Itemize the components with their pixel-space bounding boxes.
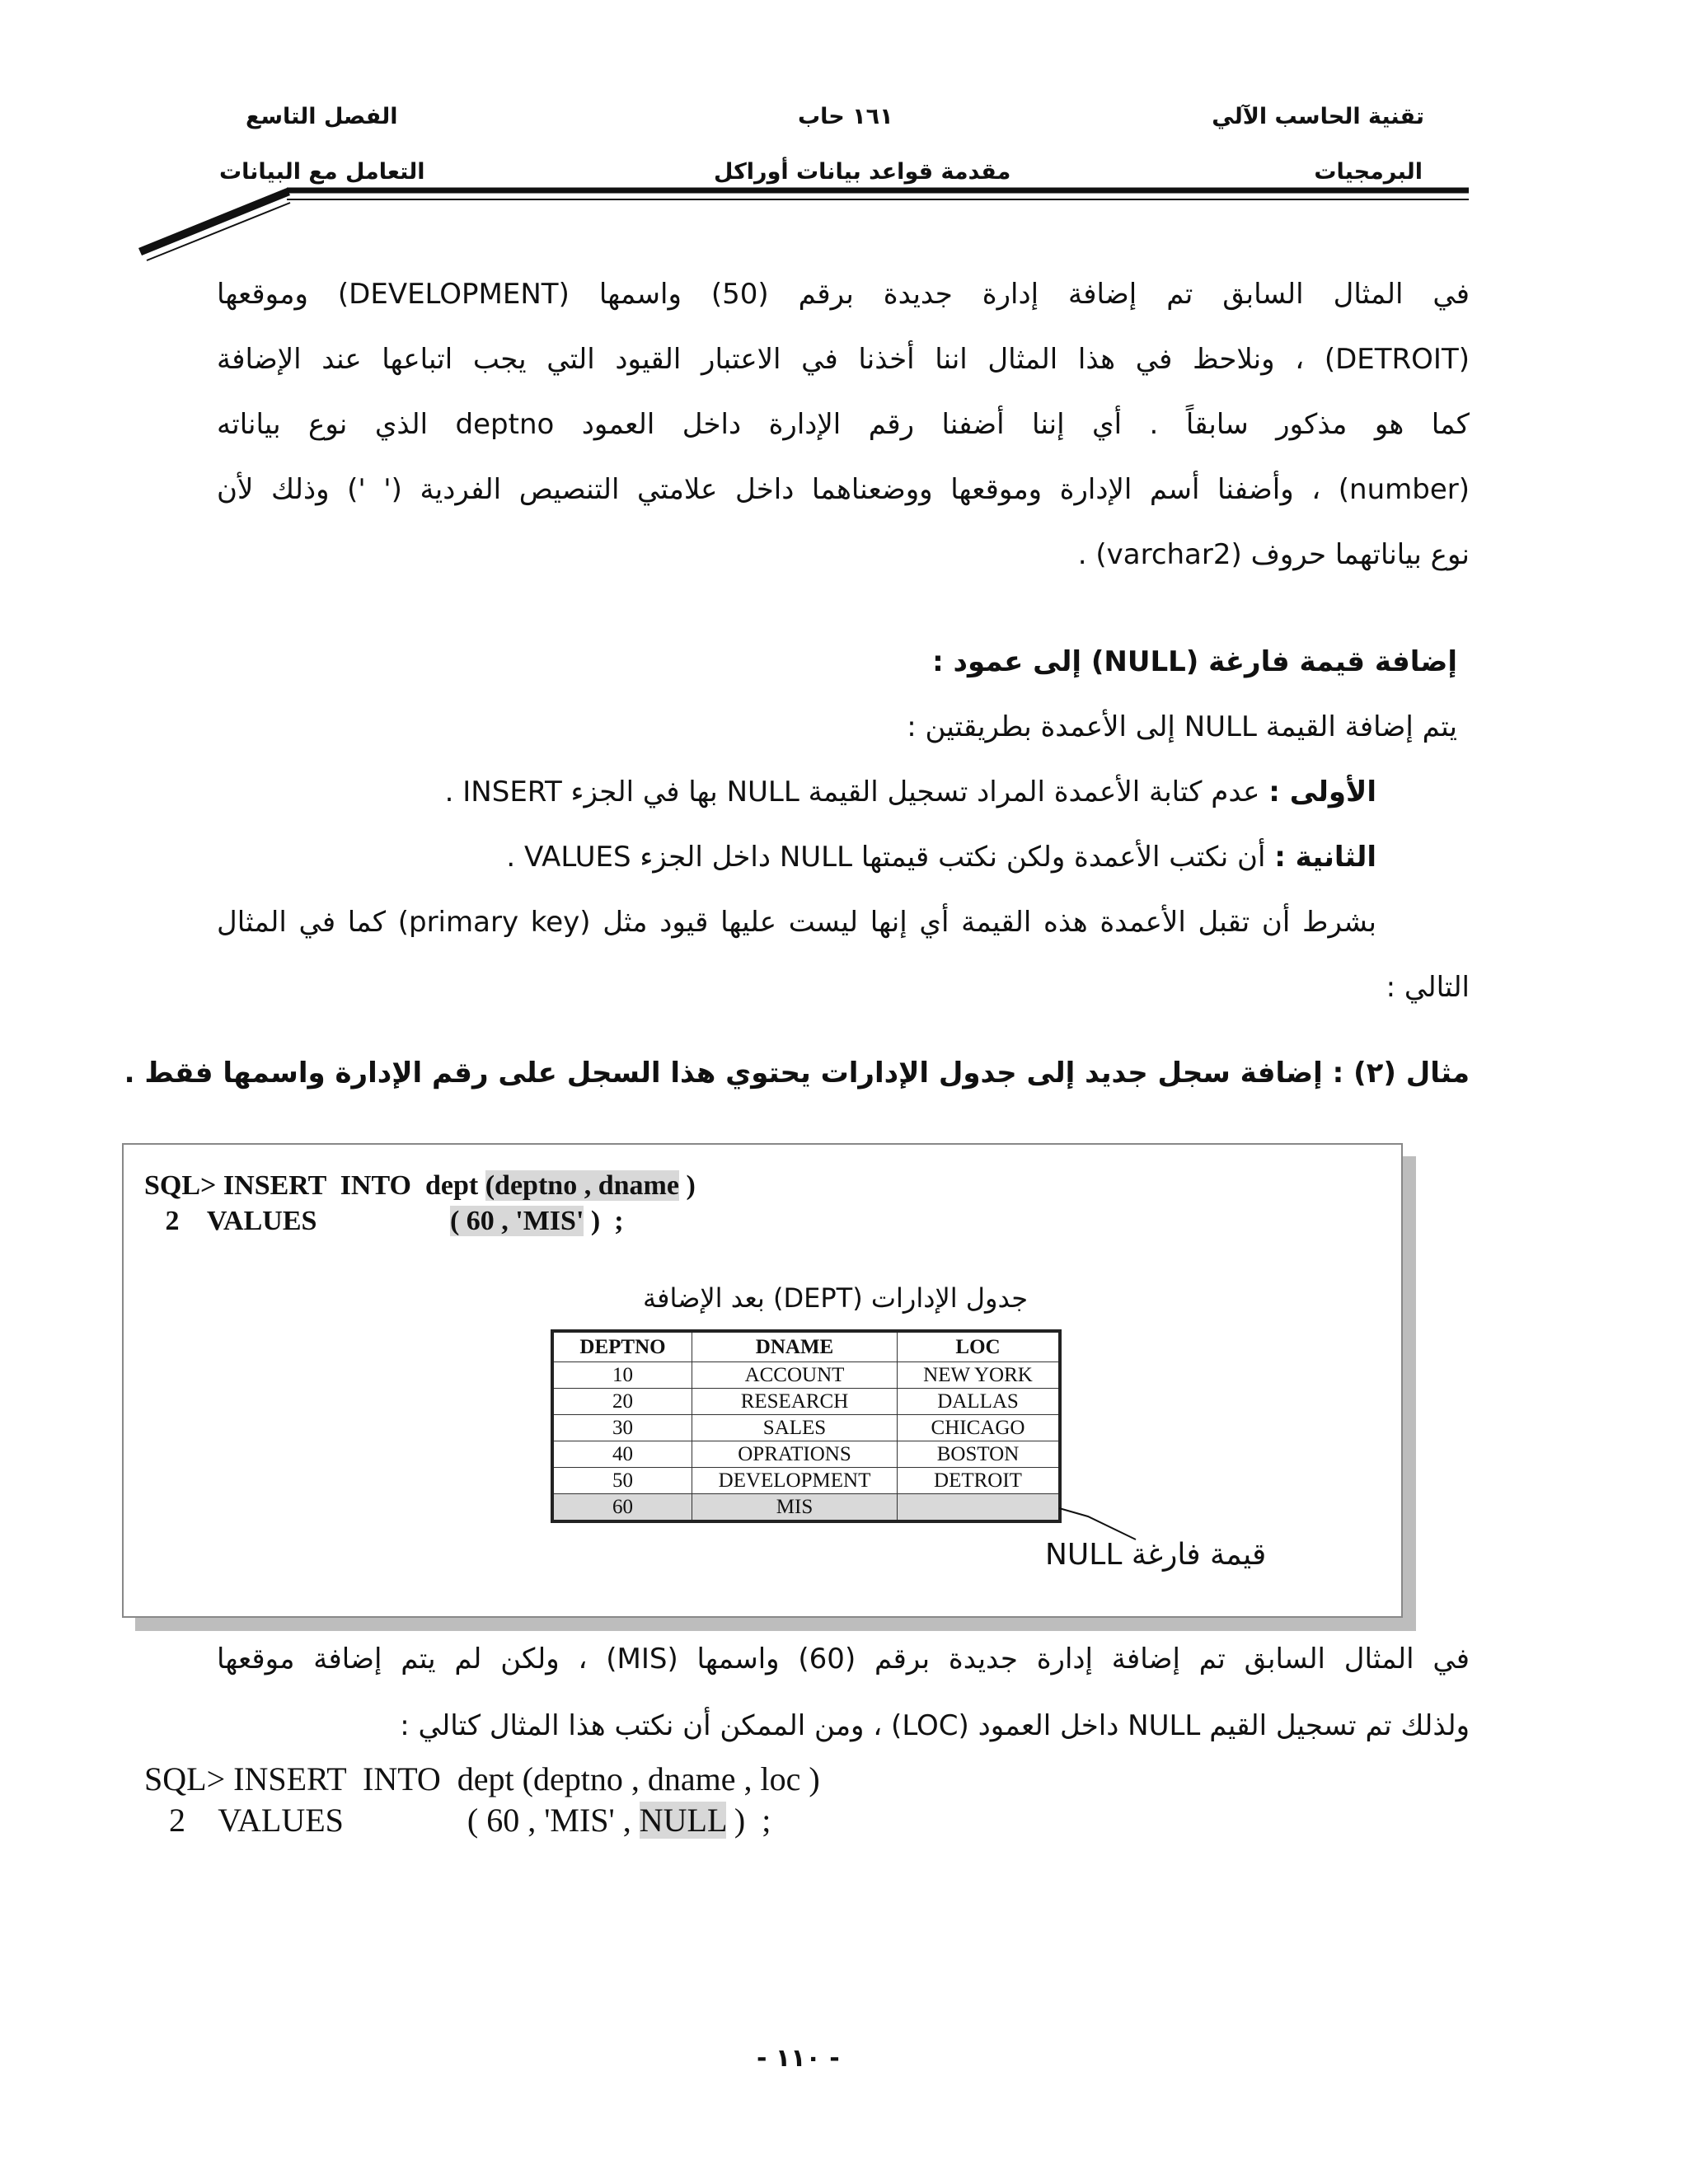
section-heading: إضافة قيمة فارغة (NULL) إلى عمود : (932, 645, 1457, 678)
method-first-label: الأولى : (1268, 776, 1376, 808)
header-course-code: ١٦١ حاب (798, 104, 893, 129)
header-chapter: الفصل التاسع (246, 104, 398, 129)
cell-deptno: 30 (552, 1415, 692, 1441)
cell-dname: OPRATIONS (692, 1441, 898, 1468)
cell-deptno: 40 (552, 1441, 692, 1468)
code-line-2-prefix: 2 VALUES ( 60 , 'MIS' , (144, 1802, 640, 1839)
code-line-1: SQL> INSERT INTO dept (deptno , dname , loc ) (144, 1760, 820, 1797)
cell-deptno: 10 (552, 1362, 692, 1389)
method-second-text: أن نكتب الأعمدة ولكن نكتب قيمتها NULL داخل الجزء VALUES . (506, 841, 1266, 874)
example-label: مثال (٢) : (1332, 1057, 1470, 1090)
cell-dname: ACCOUNT (692, 1362, 898, 1389)
col-header-dname: DNAME (692, 1331, 898, 1362)
intro-line-5: نوع بياناتهما حروف (varchar2) . (1077, 538, 1470, 571)
header-chapter-title: التعامل مع البيانات (219, 159, 425, 185)
cell-loc: BOSTON (898, 1441, 1061, 1468)
cell-loc: DETROIT (898, 1468, 1061, 1494)
cell-loc: DALLAS (898, 1389, 1061, 1415)
intro-line-1: في المثال السابق تم إضافة إدارة جديدة برقم (50) واسمها (DEVELOPMENT) وموقعها (217, 278, 1470, 311)
code-null-value: NULL (639, 1802, 726, 1839)
sql-line-2-suffix: ) ; (584, 1206, 624, 1236)
cell-deptno: 60 (552, 1494, 692, 1522)
header-course-title: مقدمة قواعد بيانات أوراكل (714, 159, 1011, 185)
table-caption: جدول الإدارات (DEPT) بعد الإضافة (643, 1282, 1029, 1314)
sql-line-1-columns: (deptno , dname (485, 1170, 679, 1201)
condition-line-2: التالي : (1386, 971, 1470, 1004)
col-header-loc: LOC (898, 1331, 1061, 1362)
cell-dname: RESEARCH (692, 1389, 898, 1415)
sql-line-1-suffix: ) (678, 1170, 696, 1201)
code-line-2 (144, 1801, 771, 1840)
cell-dname: MIS (692, 1494, 898, 1522)
cell-deptno: 50 (552, 1468, 692, 1494)
cell-loc: CHICAGO (898, 1415, 1061, 1441)
intro-line-2: (DETROIT) ، ونلاحظ في هذا المثال اننا أخذنا في الاعتبار القيود التي يجب اتباعها عند الإضافة (217, 343, 1470, 376)
col-header-deptno: DEPTNO (552, 1331, 692, 1362)
cell-loc: NEW YORK (898, 1362, 1061, 1389)
sql-line-2-values: ( 60 , 'MIS' (449, 1206, 584, 1236)
header-department: البرمجيات (1314, 159, 1423, 185)
method-first-text: عدم كتابة الأعمدة المراد تسجيل القيمة NULL بها في الجزء INSERT . (444, 776, 1260, 808)
cell-dname: SALES (692, 1415, 898, 1441)
method-second-label: الثانية : (1274, 841, 1376, 874)
cell-dname: DEVELOPMENT (692, 1468, 898, 1494)
sql-line-2-prefix: 2 VALUES (144, 1206, 450, 1236)
section-intro: يتم إضافة القيمة NULL إلى الأعمدة بطريقتين : (907, 710, 1457, 743)
intro-line-4: (number) ، وأضفنا أسم الإدارة وموقعها ووضعناهما داخل علامتي التنصيص الفردية (' ') وذلك لأن (217, 473, 1470, 506)
after-line-2: ولذلك تم تسجيل القيم NULL داخل العمود (LOC) ، ومن الممكن أن نكتب هذا المثال كتالي : (400, 1709, 1470, 1742)
example-text: إضافة سجل جديد إلى جدول الإدارات يحتوي هذا السجل على رقم الإدارة واسمها فقط . (124, 1057, 1323, 1090)
sql-line-1-prefix: SQL> INSERT INTO dept (144, 1170, 485, 1201)
code-line-2-suffix: ) ; (725, 1802, 771, 1839)
after-line-1: في المثال السابق تم إضافة إدارة جديدة برقم (60) واسمها (MIS) ، ولكن لم يتم إضافة موقعها (217, 1643, 1470, 1675)
null-annotation: قيمة فارغة NULL (1045, 1538, 1267, 1572)
cell-deptno: 20 (552, 1389, 692, 1415)
page-number: - ١١٠ - (757, 2044, 840, 2073)
condition-line-1: بشرط أن تقبل الأعمدة هذه القيمة أي إنها ليست عليها قيود مثل (primary key) كما في المثال (217, 906, 1377, 939)
intro-line-3: كما هو مذكور سابقاً . أي إننا أضفنا رقم الإدارة داخل العمود deptno الذي نوع بياناته (217, 408, 1470, 441)
header-institution: تقنية الحاسب الآلي (1212, 104, 1424, 129)
